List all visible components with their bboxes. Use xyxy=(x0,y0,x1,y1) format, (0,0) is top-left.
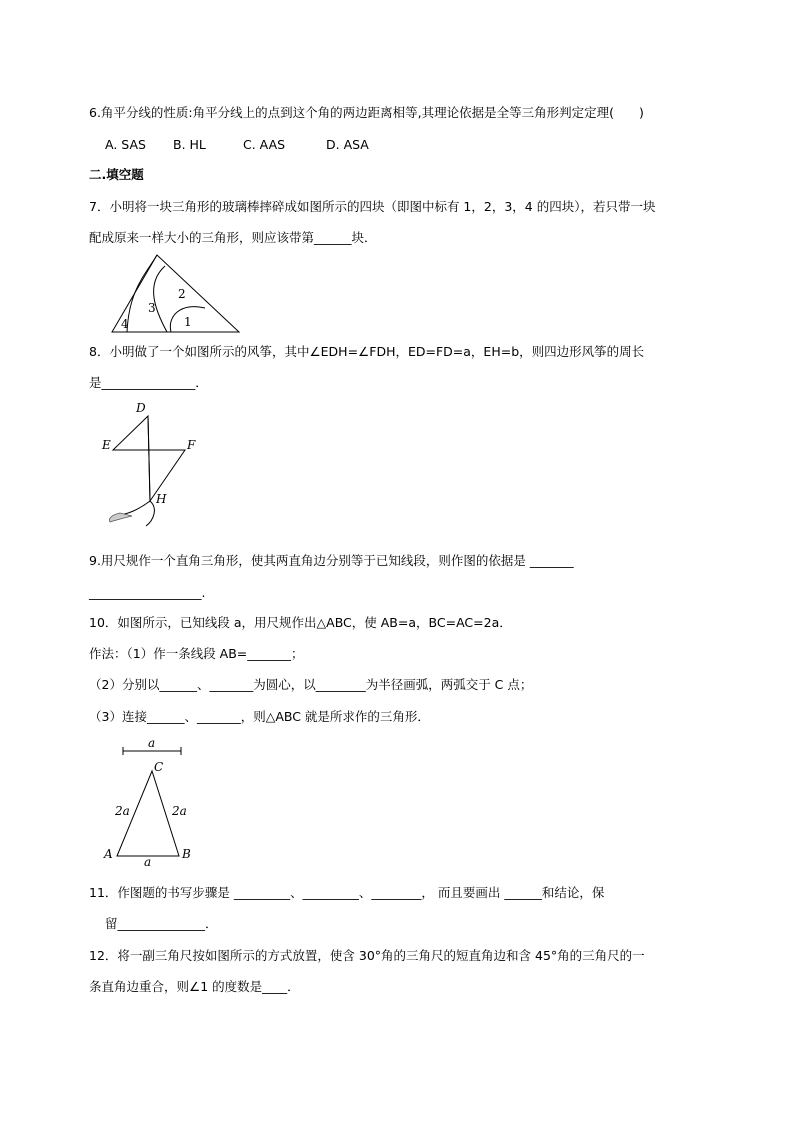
q7-line2: 配成原来一样大小的三角形，则应该带第______块． xyxy=(89,230,377,245)
q7-label-2: 2 xyxy=(178,287,186,301)
q11-line2: 留______________． xyxy=(105,916,218,931)
q6-option-b: B. HL xyxy=(173,137,206,152)
q10-label-base-a: a xyxy=(144,855,152,867)
q9-line1: 9.用尺规作一个直角三角形，使其两直角边分别等于已知线段，则作图的依据是 _______ xyxy=(89,553,574,568)
q8-label-f: F xyxy=(187,438,196,452)
q12-line1: 12．将一副三角尺按如图所示的方式放置，使含 30°角的三角尺的短直角边和含 45°角的三角尺的一 xyxy=(89,948,645,963)
q8-label-e: E xyxy=(102,438,111,452)
q10-label-segment-a: a xyxy=(148,736,156,750)
q7-label-4: 4 xyxy=(121,317,129,331)
q7-label-1: 1 xyxy=(184,315,192,329)
q8-label-d: D xyxy=(136,401,146,415)
q10-label-c: C xyxy=(154,760,164,774)
q8-line2: 是_______________． xyxy=(89,375,208,390)
q7-line1: 7．小明将一块三角形的玻璃棒摔碎成如图所示的四块（即图中标有 1，2，3，4 的四块），若只带一块 xyxy=(89,199,656,214)
q10-label-b-vertex: B xyxy=(182,847,191,861)
q9-line2: __________________. xyxy=(89,585,206,600)
q10-line4: （3）连接______、_______，则△ABC 就是所求作的三角形． xyxy=(89,709,430,724)
q7-label-3: 3 xyxy=(148,301,156,315)
q6-option-a: A. SAS xyxy=(105,137,146,152)
q7-broken-triangle-figure xyxy=(105,250,245,336)
q10-line2: 作法：（1）作一条线段 AB=_______； xyxy=(89,646,304,661)
q10-label-ac-2a: 2a xyxy=(115,804,130,818)
q10-triangle-figure xyxy=(100,735,210,867)
q6-text: 6.角平分线的性质:角平分线上的点到这个角的两边距离相等,其理论依据是全等三角形判定定理( ) xyxy=(89,105,644,120)
q6-option-d: D. ASA xyxy=(326,137,369,152)
q10-label-a-vertex: A xyxy=(104,847,113,861)
section-heading-fill-blank: 二.填空题 xyxy=(89,167,144,182)
q8-label-h: H xyxy=(156,492,167,506)
q10-line3: （2）分别以______、_______为圆心，以________为半径画弧，两弧交于 C 点； xyxy=(89,677,533,692)
q8-kite-figure xyxy=(98,398,208,528)
q6-option-c: C. AAS xyxy=(243,137,286,152)
q11-line1: 11．作图题的书写步骤是 _________、_________、________， 而且要画出 ______和结论，保 xyxy=(89,885,605,900)
q10-label-bc-2a: 2a xyxy=(172,804,187,818)
q8-line1: 8．小明做了一个如图所示的风筝，其中∠EDH=∠FDH，ED=FD=a，EH=b，则四边形风筝的周长 xyxy=(89,344,645,359)
q12-line2: 条直角边重合，则∠1 的度数是____． xyxy=(89,979,300,994)
q10-line1: 10．如图所示，已知线段 a，用尺规作出△ABC，使 AB=a，BC=AC=2a． xyxy=(89,615,512,630)
